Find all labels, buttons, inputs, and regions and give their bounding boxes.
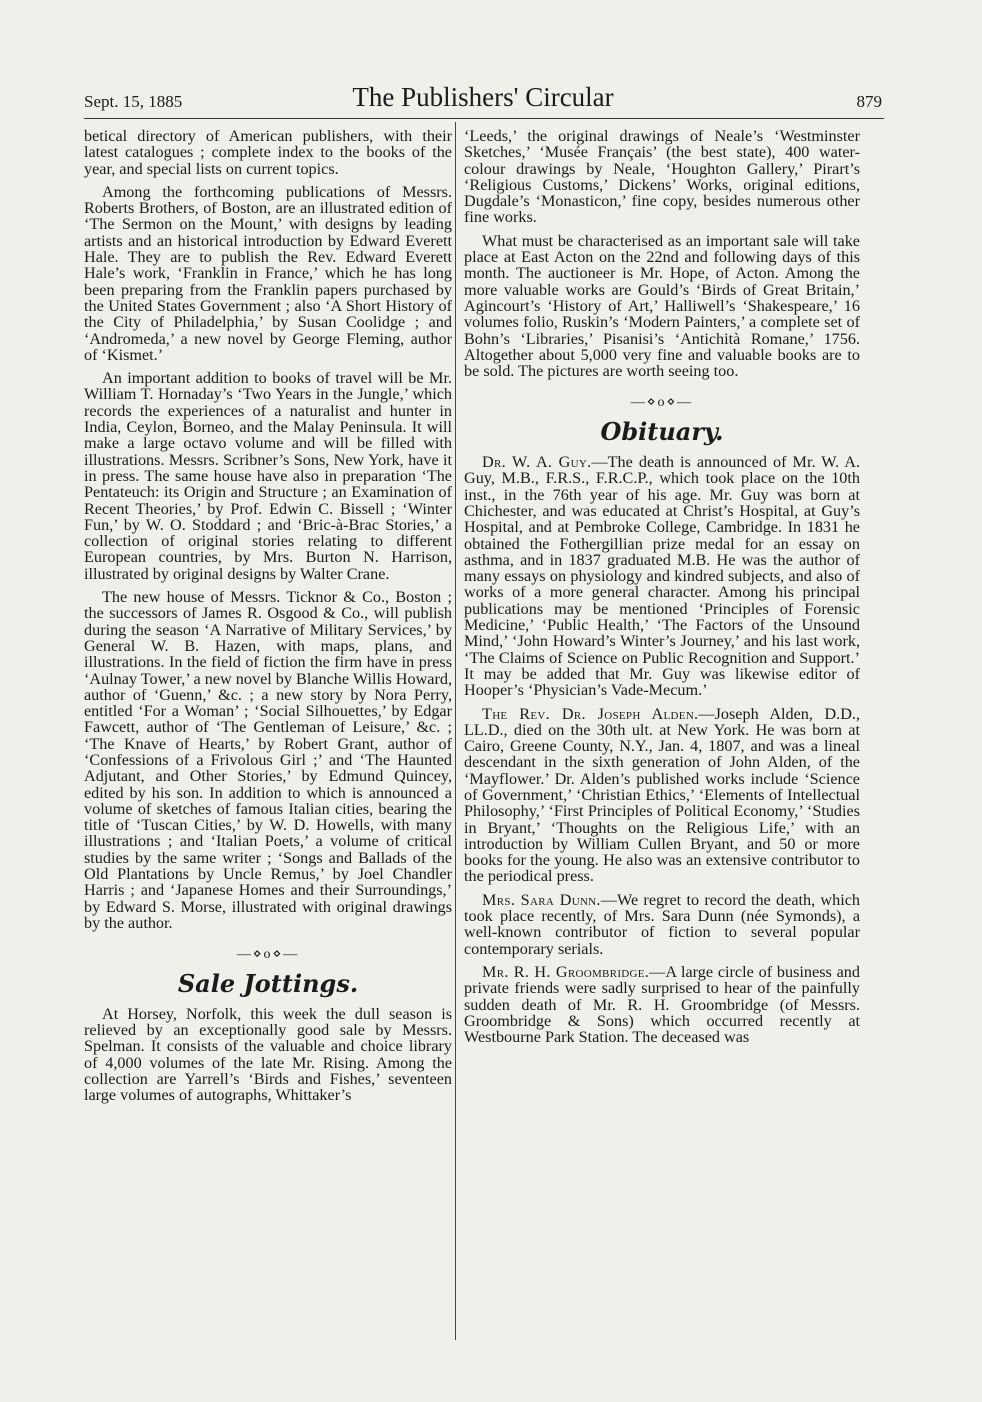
section-separator: —⋄o⋄—: [236, 947, 300, 963]
right-column: [464, 128, 860, 1052]
obituary-entry: [464, 706, 860, 885]
obituary-name: Dr. W. A. Guy.: [482, 453, 592, 472]
paragraph: At Horsey, Norfolk, this week the dull season is relieved by an exceptionally good sale by Messrs. Spelman. It consists of the valuable and choice library of 4,000 volumes of the late Mr. Rising. Among the collection are Yarrell’s ‘Birds and Fishes,’ seventeen large volumes of autographs, Whittaker’s: [84, 1004, 452, 1105]
header-rule: [84, 118, 884, 119]
page-header: [84, 82, 882, 122]
paragraph: What must be characterised as an important sale will take place at East Acton on the 22nd and following days of this month. The auctioneer is Mr. Hope, of Acton. Among the more valuable works are Gould’s ‘Birds of Great Britain,’ Agincourt’s ‘History of Art,’ Halliwell’s ‘Shakespeare,’ 16 volumes folio, Ruskin’s ‘Modern Painters,’ a complete set of Bohn’s ‘Libraries,’ Pisanisi’s ‘Antichità Romane,’ 1756. Altogether about 5,000 very fine and valuable books are to be sold. The pictures are worth seeing too.: [464, 231, 860, 381]
section-title-sale-jottings: Sale Jottings.: [177, 968, 359, 998]
obituary-text: —Joseph Alden, D.D., LL.D., died on the 30th ult. at New York. He was born at Cairo, Greene County, N.Y., Jan. 4, 1807, and was a lineal descendant in the sixth generation of John Alden, of the ‘Mayflower.’ Dr. Alden’s published works include ‘Science of Government,’ ‘Christian Ethics,’ ‘Elements of Intellectual Philosophy,’ ‘First Principles of Political Economy,’ ‘Studies in Bryant,’ ‘Thoughts on the Religious Life,’ with an introduction by William Cullen Bryant, and 50 or more books for the young. He also was an extensive contributor to the periodical press.: [464, 704, 860, 886]
section-title-obituary: Obituary.: [600, 416, 724, 446]
left-column: [84, 128, 452, 1111]
paragraph: An important addition to books of travel will be Mr. William T. Hornaday’s ‘Two Years in the Jungle,’ which records the experiences of a naturalist and hunter in India, Ceylon, Borneo, and the Malay Peninsula. It will make a large octavo volume and will be filled with illustrations. Messrs. Scribner’s Sons, New York, have it in press. The same house have also in preparation ‘The Pentateuch: its Origin and Structure ; an Examination of Recent Theories,’ by Prof. Edwin C. Bissell ; ‘Winter Fun,’ by W. O. Stoddard ; and ‘Bric-à-Brac Stories,’ a collection of original stories relating to different European countries, by Mrs. Burton N. Harrison, illustrated by original designs by Walter Crane.: [84, 369, 452, 583]
publication-title: The Publishers' Circular: [352, 82, 614, 112]
obituary-entry: [464, 964, 860, 1045]
obituary-text: —The death is announced of Mr. W. A. Guy, M.B., F.R.S., F.R.C.P., which took place on the 10th inst., in the 76th year of his age. Mr. Guy was born at Chichester, and was educated at Christ’s Hospital, at Guy’s Hospital, and at Pembroke College, Cambridge. In 1831 he obtained the Fothergillian prize medal for an essay on asthma, and in 1837 graduated M.B. He was the author of many essays on physiology and kindred subjects, and also of works of a more general character. Among his principal publications may be mentioned ‘Principles of Forensic Medicine,’ ‘Public Health,’ ‘The Factors of the Unsound Mind,’ ‘John Howard’s Winter’s Journey,’ and his last work, ‘The Claims of Science on Public Recognition and Support.’ It may be added that Mr. Guy was likewise editor of Hooper’s ‘Physician’s Vade-Mecum.’: [464, 453, 860, 700]
paragraph: The new house of Messrs. Ticknor & Co., Boston ; the successors of James R. Osgood & Co., will publish during the season ‘A Narrative of Military Services,’ by General W. B. Hazen, with maps, plans, and illustrations. In the field of fiction the firm have in press ‘Aulnay Tower,’ a new novel by Blanche Willis Howard, author of ‘Guenn,’ &c. ; a new story by Nora Perry, entitled ‘For a Woman’ ; ‘Social Silhouettes,’ by Edgar Fawcett, author of ‘The Gentleman of Leisure,’ &c. ; ‘The Knave of Hearts,’ by Robert Grant, author of ‘Confessions of a Frivolous Girl ;’ and ‘The Haunted Adjutant, and Other Stories,’ by Edmund Quincey, edited by his son. In addition to which is announced a volume of sketches of famous Italian cities, bearing the title of ‘Tuscan Cities,’ by W. D. Howells, with many illustrations ; and ‘Italian Poets,’ a volume of critical studies by the same writer ; ‘Songs and Ballads of the Old Plantations by Uncle Remus,’ by Joel Chandler Harris ; and ‘Japanese Homes and their Surroundings,’ by Edward S. Morse, illustrated with original drawings by the author.: [84, 588, 452, 932]
obituary-entry: [464, 454, 860, 698]
paragraph: Among the forthcoming publications of Messrs. Roberts Brothers, of Boston, are an illustrated edition of ‘The Sermon on the Mount,’ with designs by leading artists and an historical introduction by Edward Everett Hale. They are to publish the Rev. Edward Everett Hale’s work, ‘Franklin in France,’ which he has long been preparing from the Franklin papers purchased by the United States Government ; also ‘A Short History of the City of Philadelphia,’ by Susan Coolidge ; and ‘Andromeda,’ a new novel by George Fleming, author of ‘Kismet.’: [84, 182, 452, 364]
obituary-text: —A large circle of business and private friends were sadly surprised to hear of the painfully sudden death of Mr. R. H. Groombridge (of Messrs. Groombridge & Sons) which occurred recently at Westbourne Park Station. The deceased was: [464, 962, 860, 1047]
issue-date: Sept. 15, 1885: [84, 92, 183, 111]
obituary-name: Mr. R. H. Groombridge.: [482, 962, 650, 981]
paragraph: ‘Leeds,’ the original drawings of Neale’s ‘Westminster Sketches,’ ‘Musée Français’ (the best state), 400 water-colour drawings by Neale, ‘Houghton Gallery,’ Pirart’s ‘Religious Customs,’ Dickens’ Works, original editions, Dugdale’s ‘Monasticon,’ fine copy, besides numerous other fine works.: [464, 127, 860, 227]
paragraph: betical directory of American publishers, with their latest catalogues ; complete index to the books of the year, and special lists on current topics.: [84, 127, 452, 178]
section-separator: —⋄o⋄—: [630, 395, 694, 411]
page-number: 879: [856, 92, 882, 111]
obituary-name: Mrs. Sara Dunn.: [482, 890, 601, 909]
obituary-name: The Rev. Dr. Joseph Alden.: [482, 704, 699, 723]
obituary-entry: [464, 892, 860, 957]
column-divider: [455, 122, 456, 1340]
obituary-text: —We regret to record the death, which took place recently, of Mrs. Sara Dunn (née Symonds), a well-known contributor of fiction to several popular contemporary serials.: [464, 890, 860, 958]
